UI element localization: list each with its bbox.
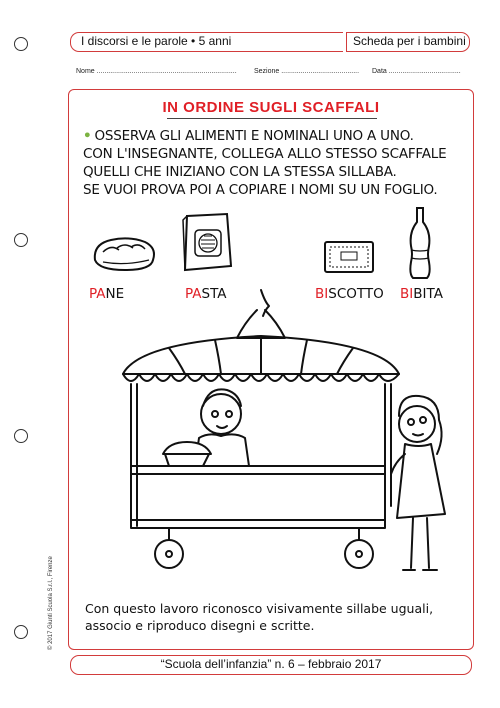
magazine-citation: “Scuola dell’infanzia” n. 6 – febbraio 2017: [160, 657, 382, 671]
note-line: associo e riproduco disegni e scritte.: [85, 618, 315, 633]
data-field[interactable]: Data .....................................: [372, 68, 461, 75]
instruction-line: QUELLI CHE INIZIANO CON LA STESSA SILLABA.: [83, 164, 397, 180]
bread-icon: [89, 230, 159, 276]
header-section: [70, 32, 343, 52]
instruction-line: SE VUOI PROVA POI A COPIARE I NOMI SU UN FOGLIO.: [83, 182, 438, 198]
instructions: [83, 127, 463, 199]
word-biscotto: BISCOTTO: [315, 286, 384, 302]
binder-hole: [14, 429, 28, 443]
header-section-label: I discorsi e le parole • 5 anni: [81, 34, 232, 48]
learning-goal-note: [85, 600, 465, 634]
binder-hole: [14, 625, 28, 639]
binder-hole: [14, 233, 28, 247]
instruction-line: OSSERVA GLI ALIMENTI E NOMINALI UNO A UNO.: [94, 128, 414, 144]
nome-field[interactable]: Nome ........................................................................: [76, 68, 237, 75]
sezione-field[interactable]: Sezione ........................................: [254, 68, 360, 75]
magazine-citation-bar: [70, 655, 472, 675]
word-pasta: PASTA: [185, 286, 227, 302]
instruction-line: CON L'INSEGNANTE, COLLEGA ALLO STESSO SCAFFALE: [83, 146, 447, 162]
header-bar: [70, 32, 470, 50]
copyright: © 2017 Giunti Scuola S.r.l., Firenze: [48, 556, 54, 650]
worksheet: [68, 89, 474, 650]
binder-hole: [14, 37, 28, 51]
market-stall-illustration: [69, 286, 473, 591]
word-bibita: BIBITA: [400, 286, 443, 302]
pasta-package-icon: [177, 210, 237, 276]
worksheet-title: IN ORDINE SUGLI SCAFFALI: [162, 99, 380, 116]
title-underline: [167, 118, 377, 119]
note-line: Con questo lavoro riconosco visivamente sillabe uguali,: [85, 601, 434, 616]
header-sheet-type-label: Scheda per i bambini: [353, 34, 466, 48]
biscuit-icon: [321, 240, 377, 274]
header-sheet-type: [346, 32, 470, 52]
bullet-icon: •: [83, 128, 92, 144]
word-pane: PANE: [89, 286, 125, 302]
bottle-icon: [405, 206, 435, 280]
